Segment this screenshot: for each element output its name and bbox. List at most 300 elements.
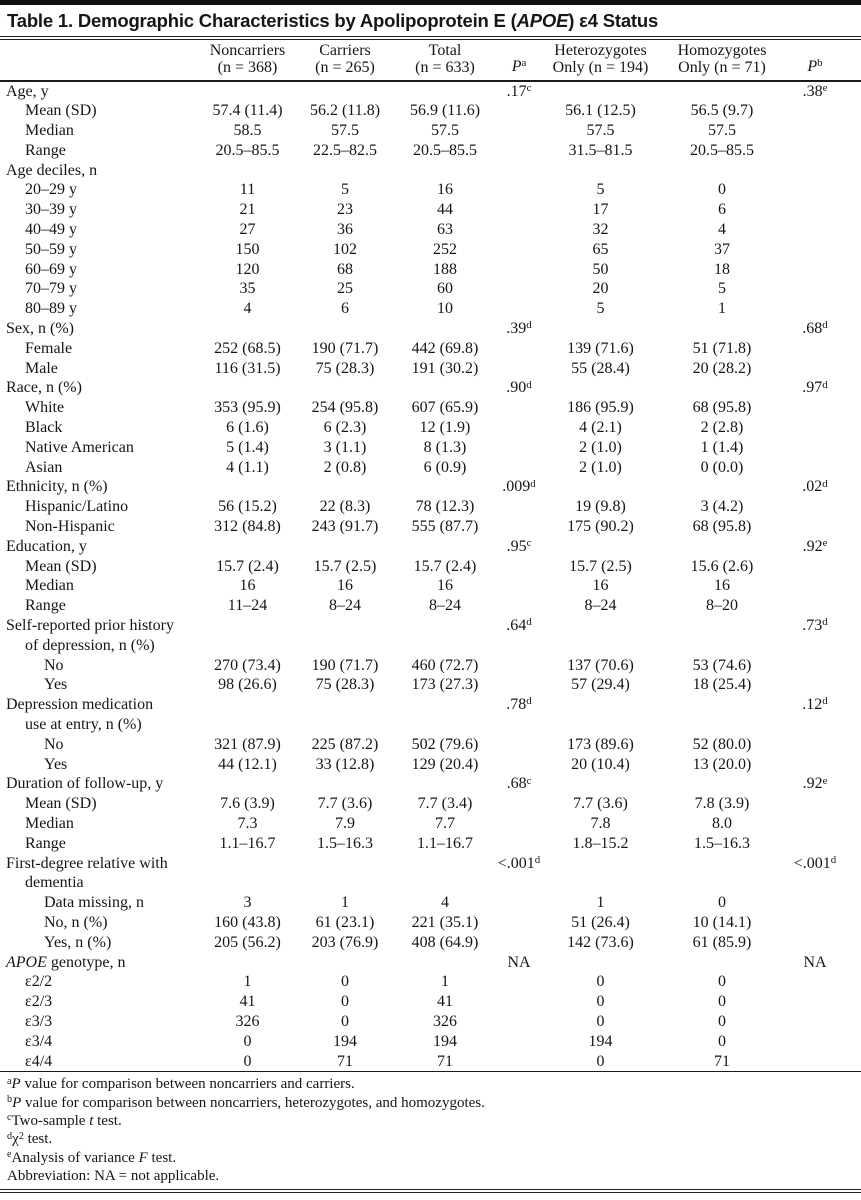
data-cell — [395, 537, 495, 557]
row-label: No — [44, 735, 64, 753]
data-cell: 1 (1.4) — [700, 438, 744, 456]
data-cell — [543, 161, 658, 181]
data-cell — [658, 477, 786, 497]
data-cell — [295, 378, 395, 398]
table-row — [0, 953, 861, 973]
p-value-a — [495, 418, 543, 438]
data-cell — [200, 715, 295, 735]
data-cell: 0 — [718, 1012, 726, 1030]
table-row — [0, 913, 861, 933]
data-cell: 1.1–16.7 — [219, 834, 276, 852]
data-cell: 8–20 — [706, 597, 738, 615]
p-value-b — [786, 279, 844, 299]
table-row — [0, 121, 861, 141]
data-cell: 41 — [437, 993, 453, 1011]
data-cell: 41 — [239, 993, 256, 1011]
column-header-line1: Heterozygotes — [554, 41, 647, 59]
data-cell: 0 — [596, 1012, 605, 1030]
data-cell — [658, 854, 786, 874]
data-cell — [295, 873, 395, 893]
data-cell: 1.1–16.7 — [417, 834, 473, 852]
p-value-b — [786, 339, 844, 359]
data-cell: 186 (95.9) — [567, 399, 634, 417]
data-cell: 137 (70.6) — [567, 656, 634, 674]
data-cell: 353 (95.9) — [214, 399, 281, 417]
data-cell: 16 — [714, 577, 730, 595]
p-value-a — [495, 1012, 543, 1032]
row-label: Median — [25, 577, 74, 595]
table-row — [0, 636, 861, 656]
data-cell — [658, 378, 786, 398]
p-value-a — [495, 576, 543, 596]
p-value-a: .78$^d$ — [506, 695, 532, 714]
data-cell: 188 — [433, 260, 457, 278]
data-cell: 5 — [718, 280, 726, 298]
data-cell: 2 (1.0) — [579, 458, 622, 476]
row-label: White — [25, 399, 65, 417]
row-label: No, n (%) — [44, 913, 108, 931]
data-cell: 15.7 (2.5) — [569, 557, 632, 575]
data-cell: 3 — [243, 894, 252, 912]
table-row — [0, 299, 861, 319]
data-cell: 0 — [718, 1032, 726, 1050]
data-cell — [395, 82, 495, 102]
data-cell: 57.5 — [431, 122, 459, 140]
p-value-b: .02$^d$ — [802, 477, 828, 496]
p-value-a — [495, 220, 543, 240]
data-cell: 408 (64.9) — [411, 933, 479, 951]
data-cell: 10 (14.1) — [692, 913, 752, 931]
data-cell: 57.4 (11.4) — [212, 102, 283, 120]
data-cell: 194 — [333, 1032, 357, 1050]
p-value-a — [495, 893, 543, 913]
data-cell: 0 — [718, 181, 726, 199]
data-cell: 65 — [592, 240, 609, 258]
p-value-a — [495, 359, 543, 379]
data-cell: 2 (0.8) — [323, 458, 367, 476]
data-cell: 56.1 (12.5) — [565, 102, 636, 120]
bottom-rule — [0, 1189, 861, 1193]
data-cell: 16 — [437, 577, 453, 595]
data-cell: 16 — [592, 577, 609, 595]
p-value-b — [786, 418, 844, 438]
row-label: Black — [25, 419, 63, 437]
row-label: Median — [25, 814, 74, 832]
data-cell — [295, 774, 395, 794]
data-cell: 1.8–15.2 — [572, 834, 629, 852]
table-row — [0, 1052, 861, 1072]
p-value-b — [786, 220, 844, 240]
row-label: 50–59 y — [25, 240, 77, 258]
data-cell: 254 (95.8) — [311, 399, 379, 417]
p-value-b — [786, 715, 844, 735]
table-row — [0, 200, 861, 220]
row-label: Mean (SD) — [25, 102, 97, 120]
p-value-b — [786, 438, 844, 458]
data-cell — [658, 636, 786, 656]
column-header — [395, 42, 495, 77]
p-value-b — [786, 557, 844, 577]
data-cell: 52 (80.0) — [692, 735, 752, 753]
data-cell: 13 (20.0) — [692, 755, 752, 773]
p-value-a — [495, 1032, 543, 1052]
footnote: $^b$P value for comparison between noncarriers, heterozygotes, and homozygotes. — [7, 1094, 485, 1111]
table-row — [0, 220, 861, 240]
column-header — [295, 42, 395, 77]
p-value-a — [495, 260, 543, 280]
p-value-b — [786, 161, 844, 181]
data-cell: 32 — [592, 221, 609, 239]
p-value-b — [786, 636, 844, 656]
data-cell: 321 (87.9) — [214, 735, 281, 753]
data-cell — [200, 161, 295, 181]
p-value-a — [495, 794, 543, 814]
data-cell — [543, 616, 658, 636]
table-row — [0, 180, 861, 200]
data-cell: 1.5–16.3 — [694, 834, 750, 852]
table-row — [0, 260, 861, 280]
data-cell — [395, 854, 495, 874]
p-value-a — [495, 101, 543, 121]
data-cell: 78 (12.3) — [415, 498, 475, 516]
data-cell: 7.7 (3.6) — [317, 795, 373, 813]
data-cell: 116 (31.5) — [214, 359, 281, 377]
data-cell: 57.5 — [331, 122, 359, 140]
data-cell: 0 — [718, 973, 726, 991]
data-cell — [658, 695, 786, 715]
data-cell — [200, 319, 295, 339]
data-cell: 312 (84.8) — [214, 518, 281, 536]
data-cell: 0 — [596, 973, 605, 991]
p-value-a — [495, 121, 543, 141]
data-cell — [200, 82, 295, 102]
p-value-b — [786, 260, 844, 280]
data-cell: 55 (28.4) — [571, 359, 630, 377]
data-cell: 8.0 — [712, 814, 732, 832]
data-cell — [200, 695, 295, 715]
data-cell: 4 (1.1) — [226, 458, 269, 476]
p-value-b — [786, 101, 844, 121]
data-cell: 25 — [337, 280, 353, 298]
p-value-b: .12$^d$ — [802, 695, 828, 714]
p-value-a: .90$^d$ — [506, 378, 532, 397]
data-cell: 4 (2.1) — [579, 419, 622, 437]
data-cell: 5 (1.4) — [226, 438, 269, 456]
table-row — [0, 992, 861, 1012]
column-header-line1: Noncarriers — [209, 41, 286, 59]
data-cell — [295, 854, 395, 874]
data-cell: 7.3 — [237, 814, 258, 832]
column-header-line1: Homozygotes — [677, 41, 767, 59]
table-row — [0, 576, 861, 596]
table-row — [0, 557, 861, 577]
data-cell: 8–24 — [584, 597, 617, 615]
table-row — [0, 715, 861, 735]
data-cell — [200, 873, 295, 893]
p-value-a — [495, 675, 543, 695]
p-value-a — [495, 161, 543, 181]
data-cell: 139 (71.6) — [567, 339, 634, 357]
data-cell — [543, 774, 658, 794]
data-cell — [543, 636, 658, 656]
p-value-a — [495, 557, 543, 577]
data-cell: 1 — [243, 973, 252, 991]
p-value-b: .38e — [802, 81, 828, 100]
data-cell: 20.5–85.5 — [690, 141, 754, 159]
table-row — [0, 735, 861, 755]
data-cell — [543, 378, 658, 398]
data-cell — [543, 953, 658, 973]
data-cell: 10 — [437, 300, 453, 318]
row-label: Median — [25, 122, 74, 140]
data-cell: 57.5 — [586, 122, 615, 140]
data-cell: 460 (72.7) — [411, 656, 479, 674]
data-cell: 3 (4.2) — [700, 498, 744, 516]
p-value-a — [495, 656, 543, 676]
row-label: Female — [25, 339, 73, 357]
data-cell — [395, 953, 495, 973]
data-cell — [543, 477, 658, 497]
p-value-b — [786, 992, 844, 1012]
table-row — [0, 418, 861, 438]
data-cell — [295, 319, 395, 339]
p-value-b: <.001$^d$ — [793, 853, 837, 872]
row-label: Duration of follow-up, y — [6, 775, 164, 793]
p-value-b — [786, 814, 844, 834]
data-cell — [295, 477, 395, 497]
table-row — [0, 873, 861, 893]
data-cell: 6 — [718, 201, 726, 219]
p-value-a — [495, 972, 543, 992]
data-cell: 173 (27.3) — [411, 676, 479, 694]
footnote: $^c$Two-sample t test. — [7, 1112, 122, 1129]
data-cell: 175 (90.2) — [567, 518, 634, 536]
p-value-b — [786, 656, 844, 676]
data-cell: 63 — [437, 221, 453, 239]
data-cell: 1 — [441, 973, 449, 991]
data-cell — [200, 477, 295, 497]
data-cell — [295, 82, 395, 102]
data-cell: 6 (2.3) — [323, 419, 367, 437]
data-cell: 252 — [433, 240, 457, 258]
row-label: Yes — [44, 755, 68, 773]
column-header-p: $P^a$ — [511, 57, 527, 75]
table-row — [0, 834, 861, 854]
data-cell: 61 (23.1) — [315, 913, 375, 931]
data-cell: 56 (15.2) — [218, 498, 277, 516]
data-cell: 442 (69.8) — [411, 339, 479, 357]
p-value-b — [786, 755, 844, 775]
data-cell — [658, 161, 786, 181]
data-cell — [200, 378, 295, 398]
p-value-a — [495, 814, 543, 834]
p-value-a — [495, 715, 543, 735]
p-value-a — [495, 339, 543, 359]
table-row — [0, 398, 861, 418]
table-row — [0, 517, 861, 537]
data-cell: 51 (26.4) — [571, 913, 630, 931]
data-cell — [658, 953, 786, 973]
data-cell: 50 — [592, 260, 609, 278]
data-cell: 16 — [337, 577, 353, 595]
data-cell: 68 (95.8) — [692, 399, 752, 417]
data-cell: 11 — [239, 181, 256, 199]
row-label: ε2/3 — [25, 993, 53, 1011]
column-header — [543, 42, 658, 77]
row-label: Yes, n (%) — [44, 933, 112, 951]
data-cell: 7.8 (3.9) — [694, 795, 750, 813]
p-value-a — [495, 180, 543, 200]
row-label: No — [44, 656, 64, 674]
data-cell: 18 (25.4) — [692, 676, 752, 694]
p-value-b — [786, 359, 844, 379]
p-value-a — [495, 458, 543, 478]
table-row — [0, 240, 861, 260]
table-row — [0, 339, 861, 359]
data-cell: 555 (87.7) — [411, 518, 479, 536]
data-cell: 68 — [337, 260, 353, 278]
data-cell: 2 (1.0) — [579, 438, 622, 456]
data-cell — [395, 161, 495, 181]
row-label: ε3/3 — [25, 1012, 53, 1030]
row-label: Ethnicity, n (%) — [6, 478, 108, 496]
data-cell — [543, 873, 658, 893]
data-cell: 0 — [596, 993, 605, 1011]
data-cell: 326 — [235, 1012, 260, 1030]
data-cell: 270 (73.4) — [214, 656, 281, 674]
data-cell: 203 (76.9) — [311, 933, 379, 951]
data-cell: 190 (71.7) — [311, 656, 379, 674]
row-label: 40–49 y — [25, 221, 77, 239]
data-cell: 7.7 (3.4) — [417, 795, 473, 813]
data-cell — [295, 537, 395, 557]
data-cell: 20 (10.4) — [571, 755, 630, 773]
data-cell — [543, 319, 658, 339]
column-header-line1: Carriers — [319, 41, 371, 59]
column-header — [200, 42, 295, 77]
p-value-a — [495, 596, 543, 616]
table-row — [0, 596, 861, 616]
p-value-b — [786, 180, 844, 200]
data-cell — [200, 854, 295, 874]
p-value-b — [786, 596, 844, 616]
p-value-a — [495, 141, 543, 161]
column-header-line2: (n = 265) — [315, 59, 375, 76]
data-cell: 71 — [714, 1052, 730, 1070]
row-label: Age, y — [6, 82, 49, 100]
data-cell — [658, 774, 786, 794]
data-cell: 71 — [337, 1052, 353, 1070]
data-cell: 15.7 (2.4) — [413, 557, 477, 575]
data-cell: 252 (68.5) — [214, 339, 281, 357]
p-value-b — [786, 972, 844, 992]
data-cell: 16 — [239, 577, 256, 595]
p-value-b: .73$^d$ — [802, 616, 828, 635]
data-cell: 0 — [243, 1032, 252, 1050]
table-row — [0, 438, 861, 458]
row-label: Asian — [25, 458, 63, 476]
data-cell: 20 (28.2) — [692, 359, 752, 377]
data-cell: 57.5 — [708, 122, 736, 140]
data-cell — [658, 616, 786, 636]
table-row — [0, 279, 861, 299]
data-cell: 31.5–81.5 — [568, 141, 633, 159]
table-row — [0, 82, 861, 102]
row-label: Data missing, n — [44, 894, 144, 912]
table-row — [0, 537, 861, 557]
data-cell: 75 (28.3) — [315, 359, 375, 377]
table-row — [0, 497, 861, 517]
row-label: Range — [25, 834, 66, 852]
p-value-a: NA — [507, 953, 531, 971]
data-cell: 19 (9.8) — [575, 498, 626, 516]
p-value-a — [495, 834, 543, 854]
data-cell: 37 — [714, 240, 730, 258]
p-value-b — [786, 576, 844, 596]
data-cell: 205 (56.2) — [214, 933, 281, 951]
data-cell: 53 (74.6) — [692, 656, 752, 674]
row-label: of depression, n (%) — [25, 636, 155, 654]
data-cell: 5 — [341, 181, 349, 199]
data-cell: 71 — [437, 1052, 453, 1070]
p-value-a — [495, 636, 543, 656]
data-cell: 221 (35.1) — [411, 913, 479, 931]
p-value-a — [495, 279, 543, 299]
row-label: 70–79 y — [25, 280, 77, 298]
data-cell — [658, 873, 786, 893]
data-cell: 56.2 (11.8) — [309, 102, 381, 120]
footnote: Abbreviation: NA = not applicable. — [7, 1167, 220, 1184]
table-row — [0, 101, 861, 121]
data-cell: 7.9 — [335, 814, 355, 832]
table-row — [0, 695, 861, 715]
p-value-b: .97$^d$ — [802, 378, 828, 397]
table-row — [0, 319, 861, 339]
p-value-a: .009$^d$ — [502, 477, 536, 496]
table-row — [0, 656, 861, 676]
data-cell: 6 — [341, 300, 349, 318]
data-cell: 58.5 — [233, 122, 262, 140]
p-value-b — [786, 834, 844, 854]
data-cell — [200, 636, 295, 656]
data-cell: 20 — [592, 280, 609, 298]
p-value-b — [786, 240, 844, 260]
table-row — [0, 893, 861, 913]
data-cell: 68 (95.8) — [692, 518, 752, 536]
data-cell: 16 — [437, 181, 453, 199]
data-cell: 4 — [718, 221, 726, 239]
column-header-line2: Only (n = 194) — [552, 59, 649, 76]
data-cell: 7.7 — [435, 814, 455, 832]
p-value-a — [495, 933, 543, 953]
data-cell: 0 — [341, 1012, 349, 1030]
row-label: use at entry, n (%) — [25, 716, 142, 733]
data-cell: 4 — [441, 894, 449, 912]
data-cell — [658, 715, 786, 735]
row-label: Male — [25, 359, 58, 377]
data-cell — [395, 774, 495, 794]
p-value-b: .92e — [802, 774, 828, 793]
data-cell: 4 — [243, 300, 252, 318]
data-cell — [543, 537, 658, 557]
data-cell: 51 (71.8) — [692, 339, 752, 357]
row-label: Range — [25, 597, 66, 615]
p-value-b — [786, 1032, 844, 1052]
data-cell: 1 — [718, 300, 726, 318]
data-cell: 6 (1.6) — [226, 419, 269, 437]
data-cell: 12 (1.9) — [419, 419, 471, 437]
data-cell — [295, 715, 395, 735]
